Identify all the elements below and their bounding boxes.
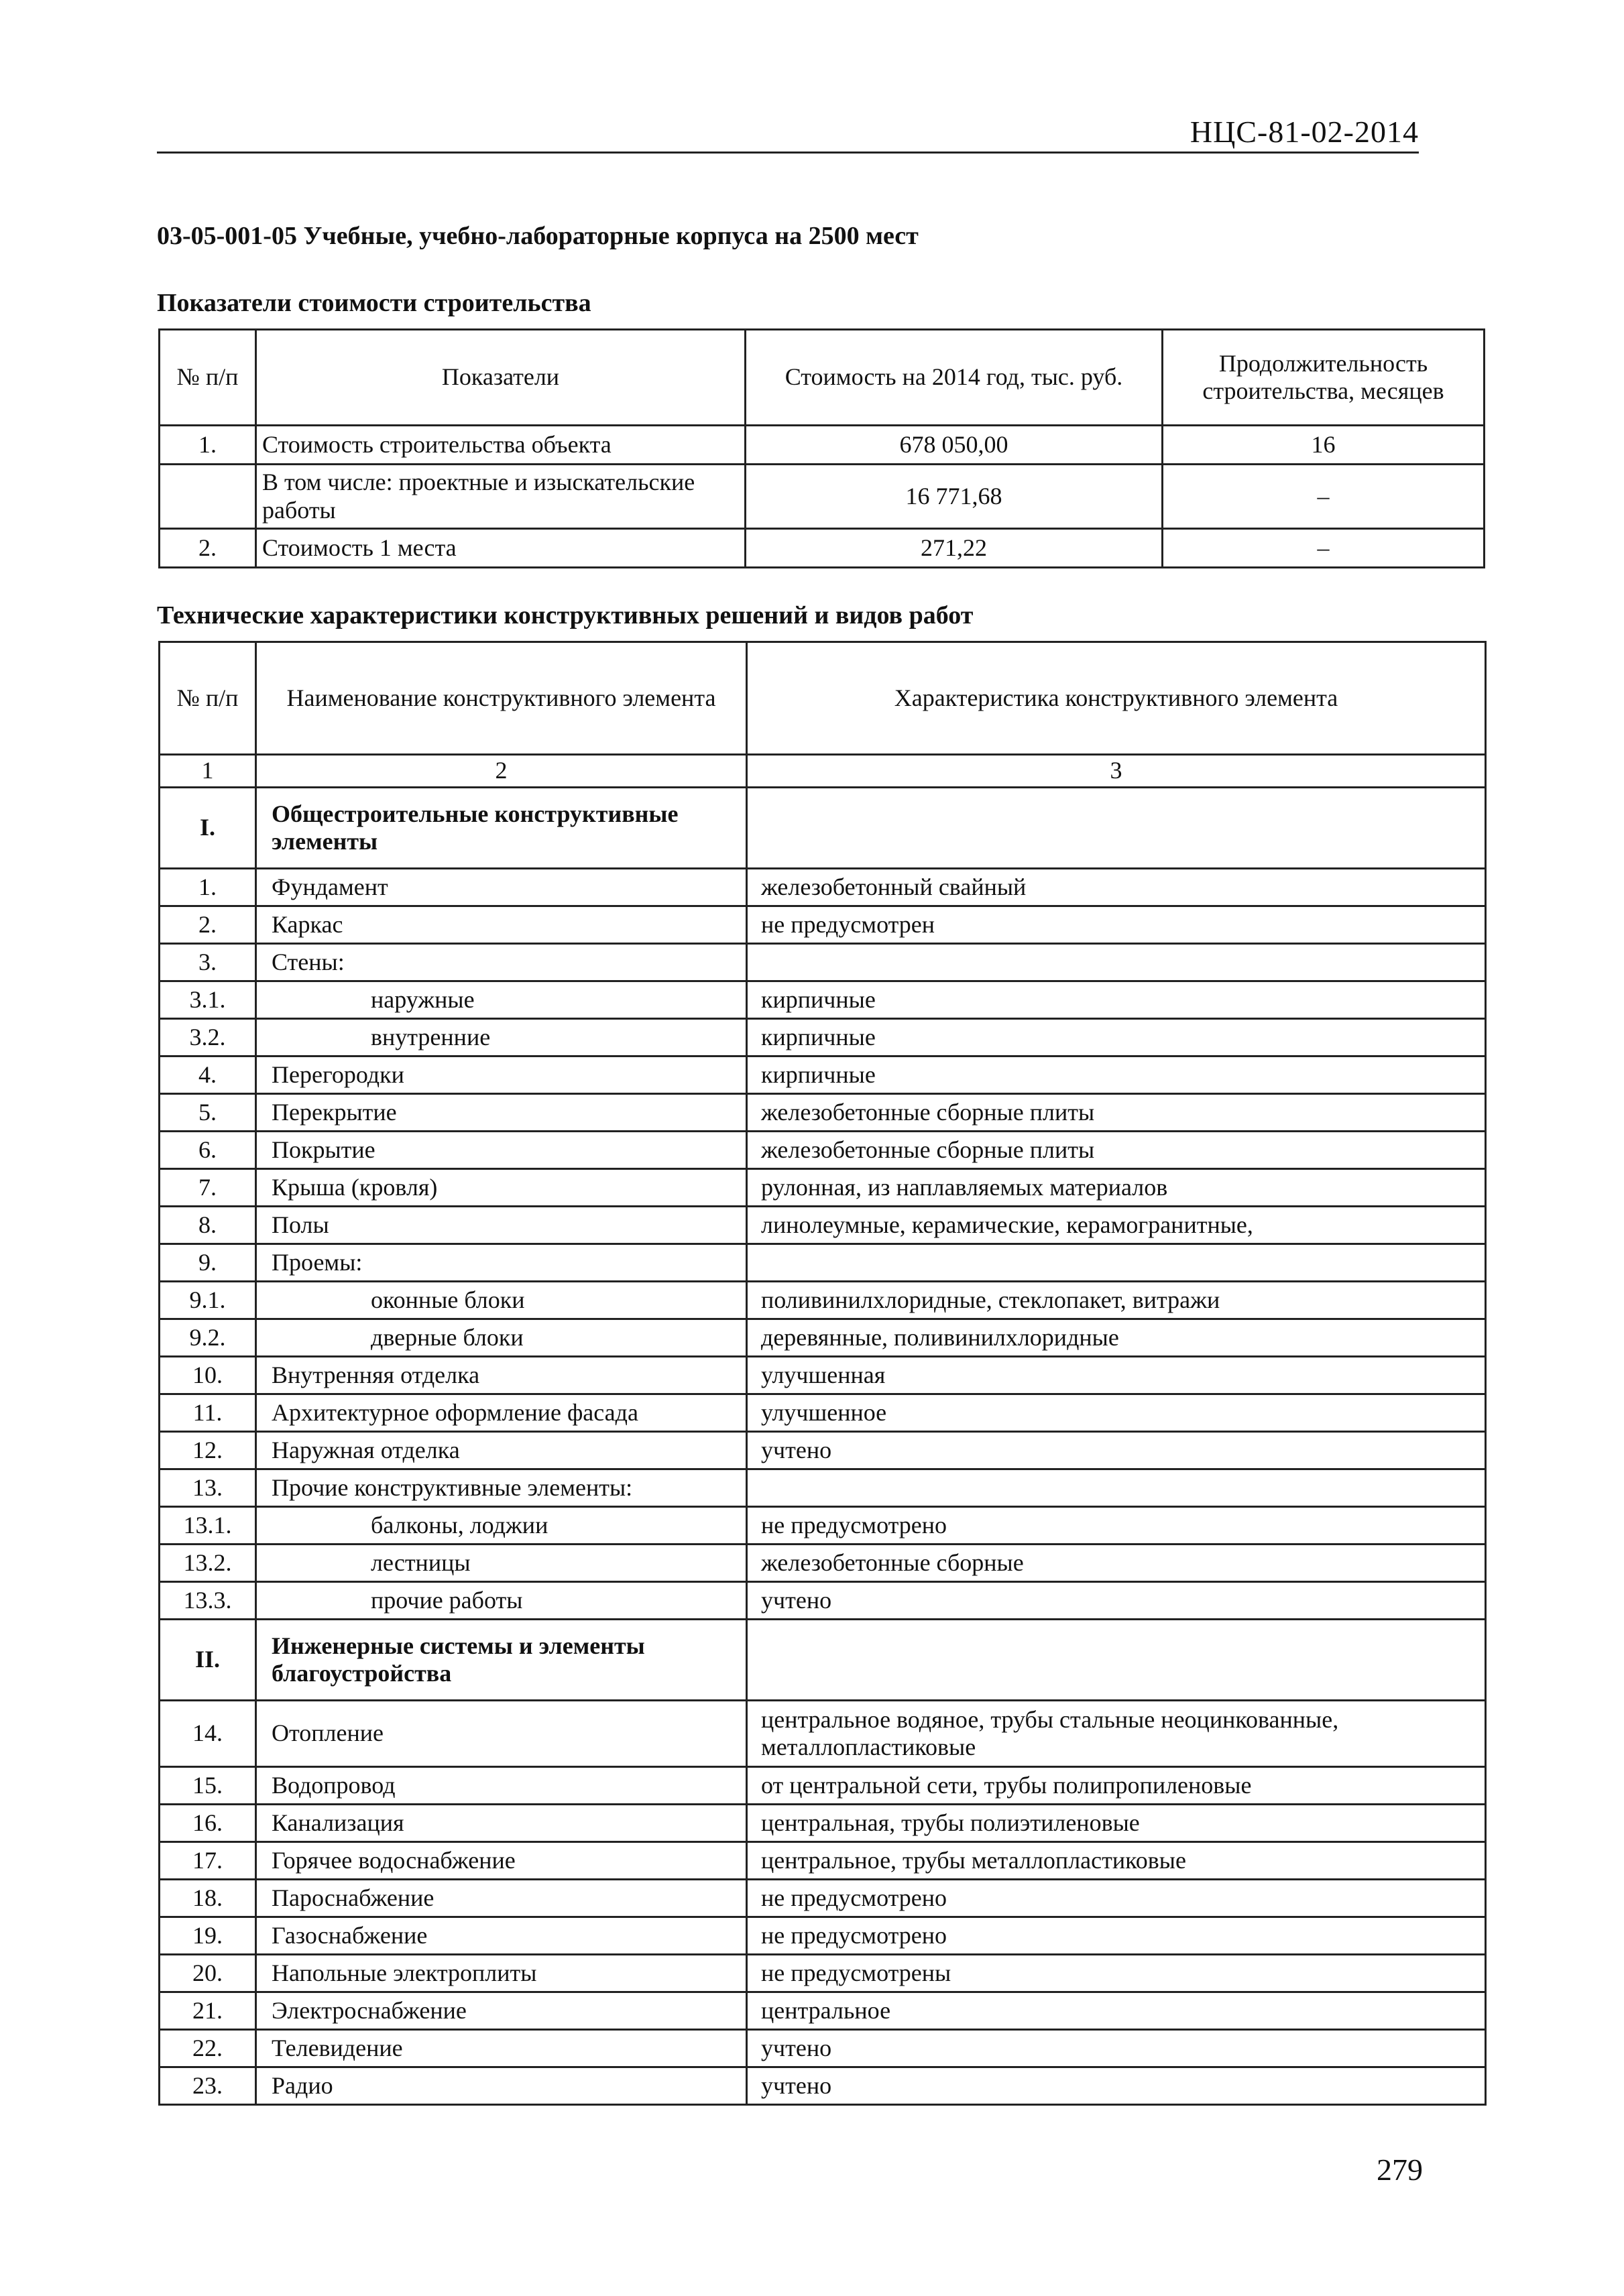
table-row bbox=[160, 1582, 1486, 1620]
row-characteristic: улучшенное bbox=[747, 1394, 1486, 1432]
row-element-name: Радио bbox=[256, 2067, 747, 2105]
row-number: 3. bbox=[160, 944, 256, 981]
cost-row-value: 16 771,68 bbox=[746, 465, 1163, 529]
row-number: 15. bbox=[160, 1767, 256, 1805]
cost-table bbox=[158, 328, 1485, 568]
row-element-name: Водопровод bbox=[256, 1767, 747, 1805]
row-element-name: балконы, лоджии bbox=[256, 1507, 747, 1545]
row-element-name: оконные блоки bbox=[256, 1282, 747, 1319]
row-number: 18. bbox=[160, 1880, 256, 1917]
row-element-name: Крыша (кровля) bbox=[256, 1169, 747, 1207]
row-characteristic: центральное bbox=[747, 1992, 1486, 2030]
row-element-name: Канализация bbox=[256, 1805, 747, 1842]
row-number: 23. bbox=[160, 2067, 256, 2105]
table-row bbox=[160, 1805, 1486, 1842]
table-row bbox=[160, 1917, 1486, 1955]
row-number: 3.1. bbox=[160, 981, 256, 1019]
row-element-name: Прочие конструктивные элементы: bbox=[256, 1469, 747, 1507]
row-characteristic: не предусмотрено bbox=[747, 1507, 1486, 1545]
row-number: 5. bbox=[160, 1094, 256, 1132]
row-element-name: Стены: bbox=[256, 944, 747, 981]
row-element-name: внутренние bbox=[256, 1019, 747, 1056]
table-row bbox=[160, 1282, 1486, 1319]
cost-row-name: Стоимость 1 места bbox=[256, 529, 746, 568]
table-row bbox=[160, 1545, 1486, 1582]
table-row bbox=[160, 1394, 1486, 1432]
row-element-name: Фундамент bbox=[256, 869, 747, 906]
row-number: I. bbox=[160, 788, 256, 869]
row-element-name: Покрытие bbox=[256, 1132, 747, 1169]
cost-row-duration: – bbox=[1163, 529, 1485, 568]
header-rule bbox=[157, 152, 1419, 154]
tech-table-header-row bbox=[160, 642, 1486, 755]
row-characteristic: кирпичные bbox=[747, 1019, 1486, 1056]
row-element-name: Перекрытие bbox=[256, 1094, 747, 1132]
row-characteristic bbox=[747, 788, 1486, 869]
cost-row-number: 1. bbox=[160, 426, 256, 465]
page-number: 279 bbox=[1377, 2153, 1423, 2187]
column-header-number: № п/п bbox=[160, 642, 256, 755]
row-element-name: наружные bbox=[256, 981, 747, 1019]
row-characteristic: учтено bbox=[747, 1582, 1486, 1620]
row-element-name: Наружная отделка bbox=[256, 1432, 747, 1469]
row-number: 3.2. bbox=[160, 1019, 256, 1056]
row-characteristic: учтено bbox=[747, 1432, 1486, 1469]
cost-row-number: 2. bbox=[160, 529, 256, 568]
row-element-name: Электроснабжение bbox=[256, 1992, 747, 2030]
row-number: 13.1. bbox=[160, 1507, 256, 1545]
row-characteristic: не предусмотрено bbox=[747, 1917, 1486, 1955]
row-characteristic: не предусмотрено bbox=[747, 1880, 1486, 1917]
row-element-name: Общестроительные конструктивные элементы bbox=[256, 788, 747, 869]
table-row bbox=[160, 1469, 1486, 1507]
row-number: 13. bbox=[160, 1469, 256, 1507]
row-element-name: Полы bbox=[256, 1207, 747, 1244]
row-number: 16. bbox=[160, 1805, 256, 1842]
row-element-name: Перегородки bbox=[256, 1056, 747, 1094]
row-number: 11. bbox=[160, 1394, 256, 1432]
table-row bbox=[160, 1432, 1486, 1469]
cost-row-value: 678 050,00 bbox=[746, 426, 1163, 465]
cost-row bbox=[160, 465, 1485, 529]
cost-row-name: Стоимость строительства объекта bbox=[256, 426, 746, 465]
row-element-name: Напольные электроплиты bbox=[256, 1955, 747, 1992]
cost-row-duration: – bbox=[1163, 465, 1485, 529]
row-element-name: Каркас bbox=[256, 906, 747, 944]
row-number: 13.2. bbox=[160, 1545, 256, 1582]
column-header-characteristic: Характеристика конструктивного элемента bbox=[747, 642, 1486, 755]
row-characteristic: поливинилхлоридные, стеклопакет, витражи bbox=[747, 1282, 1486, 1319]
row-number: 14. bbox=[160, 1701, 256, 1767]
row-number: 1. bbox=[160, 869, 256, 906]
row-element-name: Отопление bbox=[256, 1701, 747, 1767]
row-characteristic bbox=[747, 1469, 1486, 1507]
row-number: 20. bbox=[160, 1955, 256, 1992]
column-header-number: № п/п bbox=[160, 330, 256, 426]
row-characteristic: кирпичные bbox=[747, 1056, 1486, 1094]
table-row bbox=[160, 1056, 1486, 1094]
row-number: 2. bbox=[160, 906, 256, 944]
row-number: 21. bbox=[160, 1992, 256, 2030]
row-characteristic: железобетонные сборные плиты bbox=[747, 1132, 1486, 1169]
row-number: 17. bbox=[160, 1842, 256, 1880]
row-element-name: Внутренняя отделка bbox=[256, 1357, 747, 1394]
row-number: 9. bbox=[160, 1244, 256, 1282]
row-number: 10. bbox=[160, 1357, 256, 1394]
row-number: 9.2. bbox=[160, 1319, 256, 1357]
row-element-name: Телевидение bbox=[256, 2030, 747, 2067]
document-code: НЦС-81-02-2014 bbox=[1190, 115, 1419, 149]
column-header-element: Наименование конструктивного элемента bbox=[256, 642, 747, 755]
tech-table-column-number-row bbox=[160, 755, 1486, 788]
row-element-name: Газоснабжение bbox=[256, 1917, 747, 1955]
table-row bbox=[160, 1842, 1486, 1880]
table-row bbox=[160, 1094, 1486, 1132]
row-element-name: дверные блоки bbox=[256, 1319, 747, 1357]
row-element-name: Архитектурное оформление фасада bbox=[256, 1394, 747, 1432]
row-number: 6. bbox=[160, 1132, 256, 1169]
table-row bbox=[160, 2030, 1486, 2067]
row-element-name: прочие работы bbox=[256, 1582, 747, 1620]
row-characteristic: железобетонный свайный bbox=[747, 869, 1486, 906]
table-row bbox=[160, 1132, 1486, 1169]
row-element-name: Проемы: bbox=[256, 1244, 747, 1282]
row-characteristic bbox=[747, 944, 1486, 981]
table-row bbox=[160, 1169, 1486, 1207]
table-row bbox=[160, 1507, 1486, 1545]
cost-table-heading: Показатели стоимости строительства bbox=[157, 289, 591, 317]
section-row bbox=[160, 788, 1486, 869]
row-number: II. bbox=[160, 1620, 256, 1701]
table-row bbox=[160, 981, 1486, 1019]
column-number: 3 bbox=[747, 755, 1486, 788]
column-header-indicator: Показатели bbox=[256, 330, 746, 426]
cost-row-number bbox=[160, 465, 256, 529]
row-element-name: Пароснабжение bbox=[256, 1880, 747, 1917]
row-characteristic: учтено bbox=[747, 2030, 1486, 2067]
column-number: 1 bbox=[160, 755, 256, 788]
row-number: 8. bbox=[160, 1207, 256, 1244]
row-characteristic: кирпичные bbox=[747, 981, 1486, 1019]
row-characteristic bbox=[747, 1620, 1486, 1701]
table-row bbox=[160, 1244, 1486, 1282]
row-number: 7. bbox=[160, 1169, 256, 1207]
row-characteristic: рулонная, из наплавляемых материалов bbox=[747, 1169, 1486, 1207]
table-row bbox=[160, 1955, 1486, 1992]
table-row bbox=[160, 869, 1486, 906]
table-row bbox=[160, 944, 1486, 981]
table-row bbox=[160, 906, 1486, 944]
table-row bbox=[160, 1319, 1486, 1357]
row-characteristic: учтено bbox=[747, 2067, 1486, 2105]
table-row bbox=[160, 1992, 1486, 2030]
row-characteristic: железобетонные сборные bbox=[747, 1545, 1486, 1582]
row-characteristic: от центральной сети, трубы полипропиленовые bbox=[747, 1767, 1486, 1805]
column-header-duration: Продолжительность строительства, месяцев bbox=[1163, 330, 1485, 426]
cost-row-value: 271,22 bbox=[746, 529, 1163, 568]
tech-table-body bbox=[160, 788, 1486, 2105]
table-row bbox=[160, 2067, 1486, 2105]
row-characteristic: центральное, трубы металлопластиковые bbox=[747, 1842, 1486, 1880]
row-number: 9.1. bbox=[160, 1282, 256, 1319]
row-characteristic: линолеумные, керамические, керамогранитные, bbox=[747, 1207, 1486, 1244]
cost-row bbox=[160, 426, 1485, 465]
column-number: 2 bbox=[256, 755, 747, 788]
row-element-name: лестницы bbox=[256, 1545, 747, 1582]
row-element-name: Инженерные системы и элементы благоустройства bbox=[256, 1620, 747, 1701]
section-title: 03-05-001-05 Учебные, учебно-лабораторные корпуса на 2500 мест bbox=[157, 222, 919, 250]
section-row bbox=[160, 1620, 1486, 1701]
row-characteristic: не предусмотрены bbox=[747, 1955, 1486, 1992]
column-header-cost: Стоимость на 2014 год, тыс. руб. bbox=[746, 330, 1163, 426]
tech-table-heading: Технические характеристики конструктивных решений и видов работ bbox=[157, 601, 974, 629]
row-element-name: Горячее водоснабжение bbox=[256, 1842, 747, 1880]
cost-row-duration: 16 bbox=[1163, 426, 1485, 465]
row-number: 4. bbox=[160, 1056, 256, 1094]
row-number: 13.3. bbox=[160, 1582, 256, 1620]
tech-table bbox=[158, 641, 1487, 2106]
row-number: 12. bbox=[160, 1432, 256, 1469]
row-characteristic: не предусмотрен bbox=[747, 906, 1486, 944]
table-row bbox=[160, 1767, 1486, 1805]
table-row bbox=[160, 1357, 1486, 1394]
row-characteristic: деревянные, поливинилхлоридные bbox=[747, 1319, 1486, 1357]
row-characteristic: железобетонные сборные плиты bbox=[747, 1094, 1486, 1132]
table-row bbox=[160, 1207, 1486, 1244]
row-number: 22. bbox=[160, 2030, 256, 2067]
table-row bbox=[160, 1880, 1486, 1917]
row-characteristic: центральная, трубы полиэтиленовые bbox=[747, 1805, 1486, 1842]
row-characteristic bbox=[747, 1244, 1486, 1282]
table-row bbox=[160, 1019, 1486, 1056]
cost-row bbox=[160, 529, 1485, 568]
row-characteristic: центральное водяное, трубы стальные неоцинкованные, металлопластиковые bbox=[747, 1701, 1486, 1767]
cost-table-header-row bbox=[160, 330, 1485, 426]
cost-row-name: В том числе: проектные и изыскательские работы bbox=[256, 465, 746, 529]
row-number: 19. bbox=[160, 1917, 256, 1955]
table-row bbox=[160, 1701, 1486, 1767]
row-characteristic: улучшенная bbox=[747, 1357, 1486, 1394]
